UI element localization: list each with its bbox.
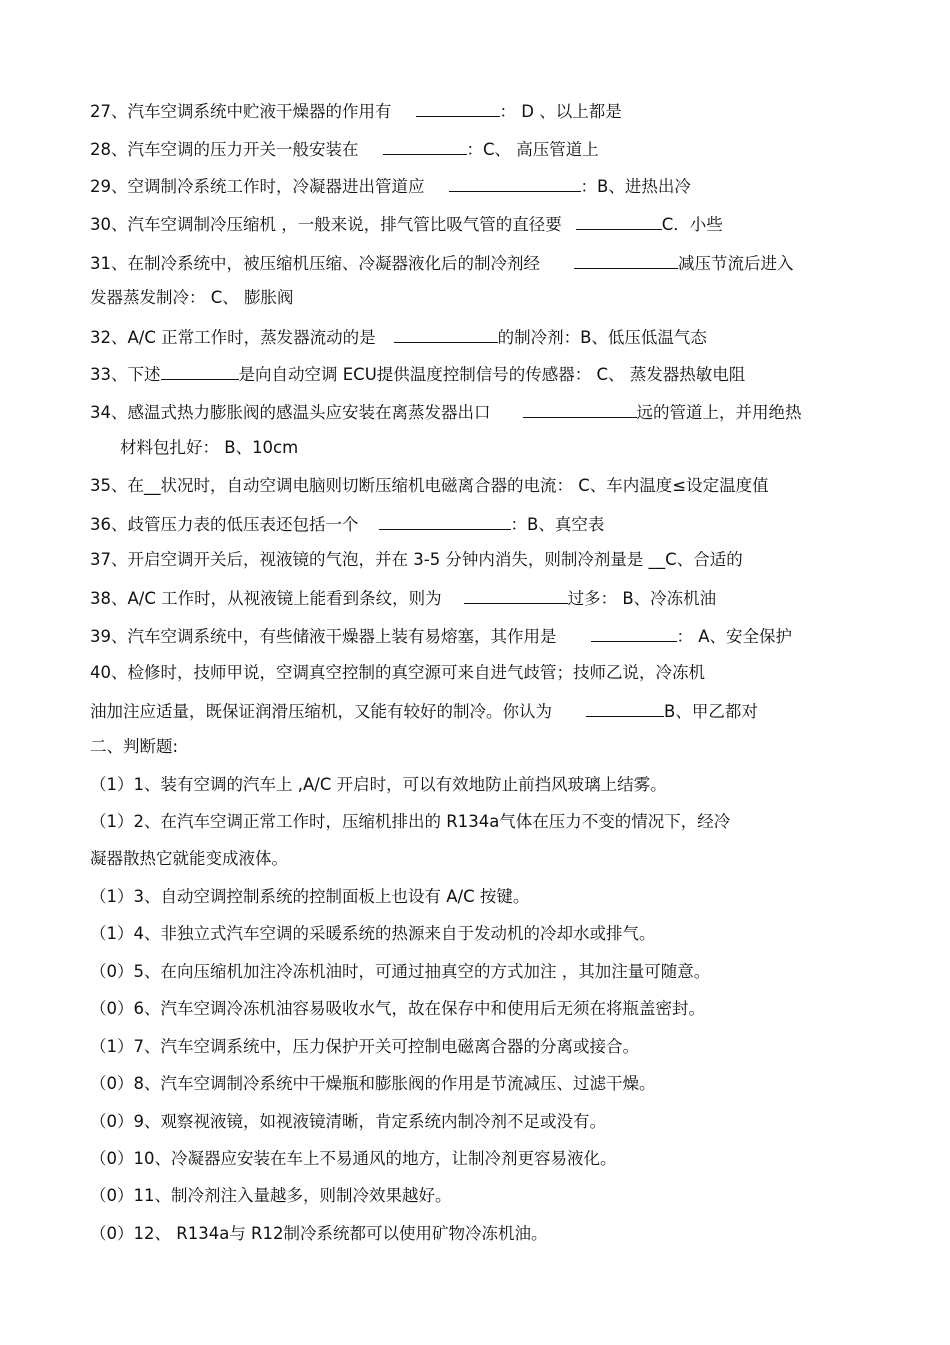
answer-blank — [591, 623, 677, 642]
question-text: 油加注应适量，既保证润滑压缩机，又能有较好的制冷。你认为 — [90, 702, 552, 721]
judgment-item — [90, 1222, 548, 1246]
question-39 — [90, 623, 792, 649]
judgment-text: （0）9、观察视液镜，如视液镜清晰，肯定系统内制冷剂不足或没有。 — [90, 1112, 606, 1131]
answer-blank — [523, 399, 637, 418]
question-text: 28、汽车空调的压力开关一般安装在 — [90, 140, 359, 159]
judgment-item — [90, 773, 667, 797]
question-text: 31、在制冷系统中，被压缩机压缩、冷凝器液化后的制冷剂经 — [90, 254, 540, 273]
answer-text: ： D 、以上都是 — [499, 102, 622, 121]
question-36 — [90, 511, 604, 537]
judgment-text: （1）1、装有空调的汽车上 ,A/C 开启时，可以有效地防止前挡风玻璃上结雾。 — [90, 775, 667, 794]
answer-blank — [449, 173, 581, 192]
question-31-continued — [90, 286, 294, 310]
question-29 — [90, 173, 691, 199]
answer-blank — [464, 585, 568, 604]
question-31 — [90, 250, 794, 276]
question-text: 30、汽车空调制冷压缩机 ，一般来说，排气管比吸气管的直径要 — [90, 215, 562, 234]
section-title-text: 二、判断题: — [90, 737, 179, 756]
judgment-item-continued — [90, 847, 288, 871]
answer-text: 减压节流后进入 — [678, 254, 794, 273]
judgment-item — [90, 810, 730, 834]
judgment-text: 凝器散热它就能变成液体。 — [90, 849, 288, 868]
judgment-item — [90, 1072, 656, 1096]
judgment-text: （1）2、在汽车空调正常工作时，压缩机排出的 R134a气体在压力不变的情况下，经冷 — [90, 812, 731, 831]
question-text: 29、空调制冷系统工作时，冷凝器进出管道应 — [90, 177, 425, 196]
question-text: 35、在__状况时，自动空调电脑则切断压缩机电磁离合器的电流： C、车内温度≤设定温度值 — [90, 476, 769, 495]
answer-blank — [161, 361, 239, 380]
judgment-item — [90, 997, 705, 1021]
answer-text: 远的管道上，并用绝热 — [636, 403, 802, 422]
question-text: 33、下述 — [90, 365, 161, 384]
answer-text: B、甲乙都对 — [664, 702, 758, 721]
question-40-continued — [90, 698, 758, 724]
question-text: 39、汽车空调系统中，有些储液干燥器上装有易熔塞，其作用是 — [90, 627, 557, 646]
question-33 — [90, 361, 745, 387]
question-text: 38、A/C 工作时，从视液镜上能看到条纹，则为 — [90, 589, 442, 608]
question-text: 40、检修时，技师甲说，空调真空控制的真空源可来自进气歧管；技师乙说，冷冻机 — [90, 663, 705, 682]
answer-text: 的制冷剂：B、低压低温气态 — [497, 328, 707, 347]
answer-text: C．小些 — [661, 215, 723, 234]
question-text: 37、开启空调开关后，视液镜的气泡，并在 3-5 分钟内消失，则制冷剂量是 __C、合适的 — [90, 550, 743, 569]
question-text: 材料包扎好： B、10cm — [120, 438, 299, 457]
question-text: 32、A/C 正常工作时，蒸发器流动的是 — [90, 328, 376, 347]
answer-text: ：B、真空表 — [510, 515, 605, 534]
judgment-text: （0）6、汽车空调冷冻机油容易吸收水气，故在保存中和使用后无须在将瓶盖密封。 — [90, 999, 705, 1018]
question-34 — [90, 399, 802, 425]
judgment-text: （1）3、自动空调控制系统的控制面板上也设有 A/C 按键。 — [90, 887, 530, 906]
judgment-text: （1）4、非独立式汽车空调的采暖系统的热源来自于发动机的冷却水或排气。 — [90, 924, 656, 943]
question-text: 34、感温式热力膨胀阀的感温头应安装在离蒸发器出口 — [90, 403, 491, 422]
judgment-item — [90, 922, 656, 946]
answer-text: ： A、安全保护 — [676, 627, 793, 646]
question-37 — [90, 548, 743, 572]
judgment-text: （0）5、在向压缩机加注冷冻机油时，可通过抽真空的方式加注 ，其加注量可随意。 — [90, 962, 711, 981]
question-text: 36、歧管压力表的低压表还包括一个 — [90, 515, 359, 534]
question-30 — [90, 211, 723, 237]
question-27 — [90, 98, 622, 124]
question-40 — [90, 661, 705, 685]
answer-text: ：B、进热出冷 — [580, 177, 691, 196]
judgment-item — [90, 885, 529, 909]
judgment-item — [90, 960, 710, 984]
question-34-continued — [120, 436, 298, 460]
answer-blank — [416, 98, 500, 117]
judgment-text: （0）12、 R134a与 R12制冷系统都可以使用矿物冷冻机油。 — [90, 1224, 548, 1243]
question-38 — [90, 585, 716, 611]
judgment-item — [90, 1035, 639, 1059]
answer-text: ：C、 高压管道上 — [466, 140, 599, 159]
question-32 — [90, 324, 707, 350]
judgment-item — [90, 1184, 452, 1208]
question-text: 27、汽车空调系统中贮液干燥器的作用有 — [90, 102, 392, 121]
answer-blank — [574, 250, 678, 269]
answer-blank — [394, 324, 498, 343]
section-title — [90, 735, 178, 759]
judgment-item — [90, 1110, 606, 1134]
judgment-text: （0）11、制冷剂注入量越多，则制冷效果越好。 — [90, 1186, 452, 1205]
answer-blank — [586, 698, 664, 717]
judgment-text: （0）8、汽车空调制冷系统中干燥瓶和膨胀阀的作用是节流减压、过滤干燥。 — [90, 1074, 656, 1093]
question-28 — [90, 136, 599, 162]
question-text: 发器蒸发制冷： C、 膨胀阀 — [90, 288, 294, 307]
question-35 — [90, 474, 769, 498]
judgment-text: （0）10、冷凝器应安装在车上不易通风的地方，让制冷剂更容易液化。 — [90, 1149, 617, 1168]
answer-text: 是向自动空调 ECU提供温度控制信号的传感器： C、 蒸发器热敏电阻 — [238, 365, 746, 384]
judgment-item — [90, 1147, 617, 1171]
answer-blank — [576, 211, 662, 230]
judgment-text: （1）7、汽车空调系统中，压力保护开关可控制电磁离合器的分离或接合。 — [90, 1037, 639, 1056]
answer-blank — [379, 511, 511, 530]
answer-blank — [383, 136, 467, 155]
answer-text: 过多： B、冷冻机油 — [567, 589, 717, 608]
